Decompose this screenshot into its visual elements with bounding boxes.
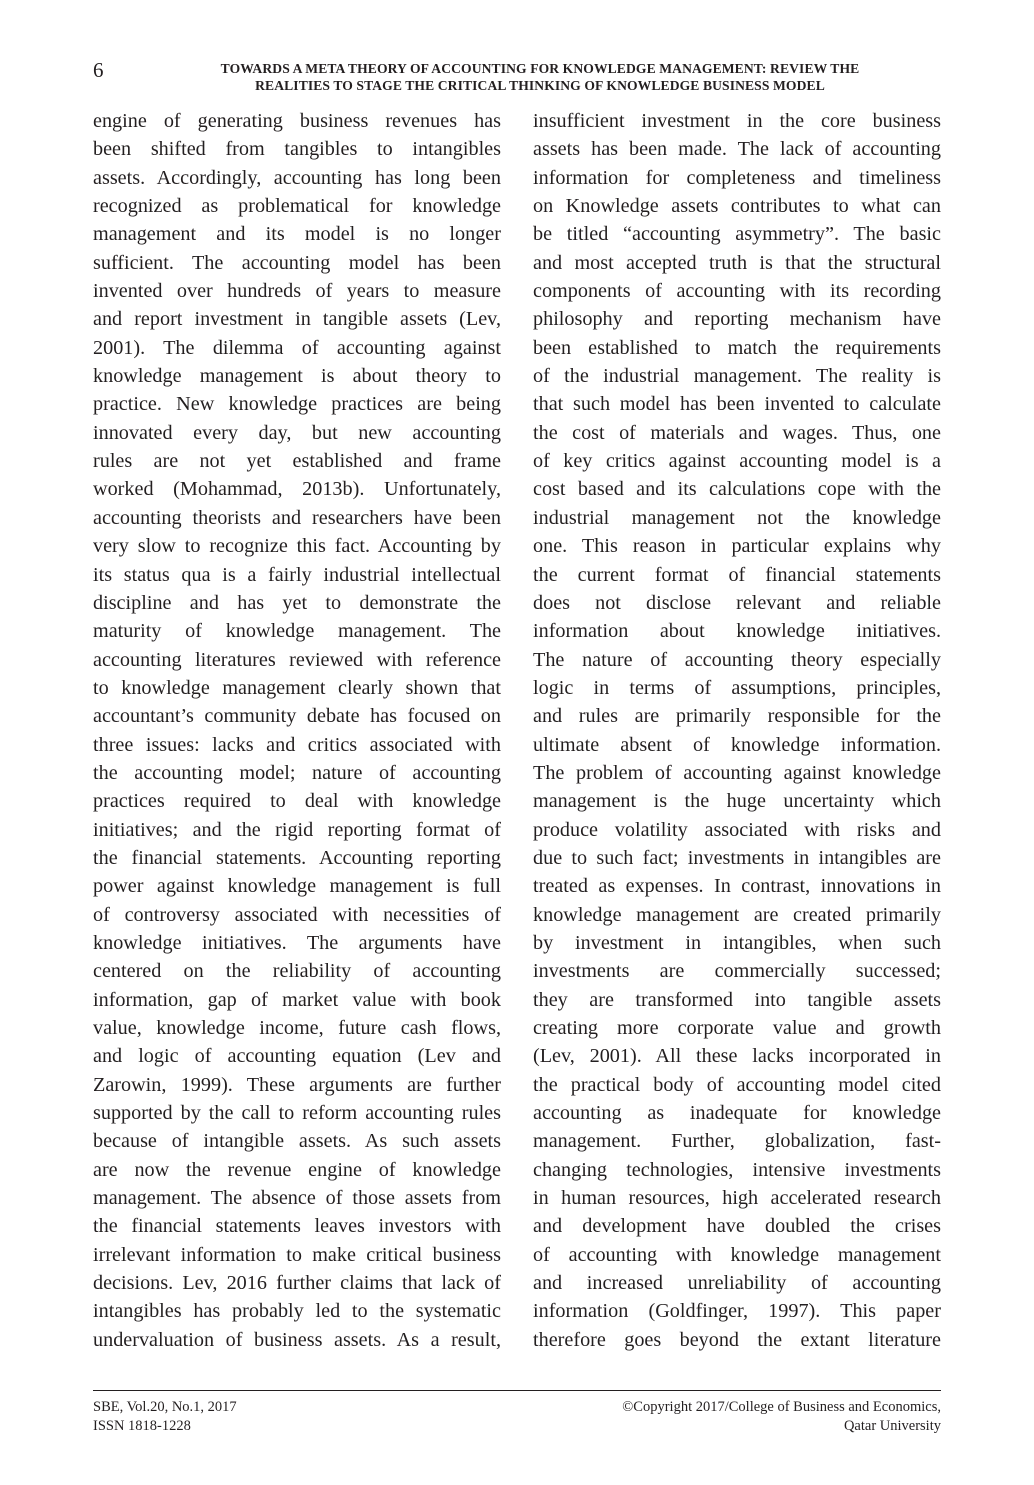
text-line: The problem of accounting against knowledge xyxy=(533,761,941,784)
text-line: irrelevant information to make critical business xyxy=(93,1243,501,1266)
text-line: of key critics against accounting model is a xyxy=(533,450,941,473)
text-line: three issues: lacks and critics associated with xyxy=(93,733,501,756)
text-line: accountant’s community debate has focused on xyxy=(93,705,501,728)
page-number: 6 xyxy=(93,58,104,82)
text-line: accounting as inadequate for knowledge xyxy=(533,1102,941,1125)
running-header-line-2: REALITIES TO STAGE THE CRITICAL THINKING OF KNOWLEDGE BUSINESS MODEL xyxy=(255,78,825,93)
text-line: management is the huge uncertainty which xyxy=(533,790,941,813)
text-line: and development have doubled the crises xyxy=(533,1215,941,1238)
text-line: management. The absence of those assets from xyxy=(93,1187,501,1210)
text-line: creating more corporate value and growth xyxy=(533,1017,941,1039)
text-line: assets has been made. The lack of accounting xyxy=(533,138,941,161)
text-line: does not disclose relevant and reliable xyxy=(533,591,941,614)
text-line: rules are not yet established and frame xyxy=(93,450,501,473)
text-line: undervaluation of business assets. As a result, xyxy=(93,1328,501,1351)
text-line: to knowledge management clearly shown that xyxy=(93,676,501,699)
text-line: the practical body of accounting model cited xyxy=(533,1073,941,1096)
text-line: decisions. Lev, 2016 further claims that lack of xyxy=(93,1272,501,1295)
text-line: engine of generating business revenues has xyxy=(93,110,501,132)
text-line: in human resources, high accelerated research xyxy=(533,1187,941,1210)
text-line: practices required to deal with knowledge xyxy=(93,790,501,813)
text-line: information (Goldfinger, 1997). This paper xyxy=(533,1300,941,1323)
text-line: practice. New knowledge practices are being xyxy=(93,393,501,416)
text-line: by investment in intangibles, when such xyxy=(533,931,941,954)
right-text-column xyxy=(533,107,941,1354)
text-line: cost based and its calculations cope with the xyxy=(533,478,941,501)
text-line: accounting literatures reviewed with reference xyxy=(93,648,501,671)
footer-copyright: ©Copyright 2017/College of Business and Economics, xyxy=(622,1399,941,1415)
text-line: The nature of accounting theory especially xyxy=(533,648,941,671)
left-text-column xyxy=(93,107,501,1354)
text-line: management. Further, globalization, fast- xyxy=(533,1130,941,1153)
text-line: initiatives; and the rigid reporting format of xyxy=(93,818,501,841)
text-line: and logic of accounting equation (Lev and xyxy=(93,1045,501,1068)
text-line: and most accepted truth is that the structural xyxy=(533,251,941,274)
footer-divider xyxy=(93,1390,941,1391)
text-line: are now the revenue engine of knowledge xyxy=(93,1158,501,1181)
text-line: information, gap of market value with book xyxy=(93,988,501,1011)
text-line: centered on the reliability of accounting xyxy=(93,960,501,983)
footer-copyright-info xyxy=(622,1398,941,1436)
text-line: ultimate absent of knowledge information. xyxy=(533,733,941,756)
text-line: investments are commercially successed; xyxy=(533,960,941,983)
text-line: because of intangible assets. As such assets xyxy=(93,1130,501,1153)
text-line: they are transformed into tangible assets xyxy=(533,988,941,1011)
text-line: information for completeness and timeliness xyxy=(533,166,941,189)
text-line: due to such fact; investments in intangibles are xyxy=(533,846,941,869)
text-line: supported by the call to reform accounting rules xyxy=(93,1102,501,1125)
text-line: discipline and has yet to demonstrate the xyxy=(93,591,501,614)
text-line: logic in terms of assumptions, principles, xyxy=(533,676,941,699)
text-line: therefore goes beyond the extant literature xyxy=(533,1328,941,1351)
text-line: and rules are primarily responsible for the xyxy=(533,705,941,728)
text-line: and report investment in tangible assets (Lev, xyxy=(93,308,501,331)
text-line: very slow to recognize this fact. Accounting by xyxy=(93,535,501,558)
text-line: that such model has been invented to calculate xyxy=(533,393,941,416)
text-line: 2001). The dilemma of accounting against xyxy=(93,336,501,359)
running-header xyxy=(150,60,930,94)
text-line: intangibles has probably led to the systematic xyxy=(93,1300,501,1323)
text-line: knowledge management are created primarily xyxy=(533,903,941,926)
text-line: of controversy associated with necessities of xyxy=(93,903,501,926)
text-line: Zarowin, 1999). These arguments are further xyxy=(93,1073,501,1096)
text-line: on Knowledge assets contributes to what can xyxy=(533,195,941,218)
text-line: industrial management not the knowledge xyxy=(533,506,941,529)
footer-journal-info xyxy=(93,1398,237,1436)
footer-journal: SBE, Vol.20, No.1, 2017 xyxy=(93,1399,237,1415)
text-line: value, knowledge income, future cash flows, xyxy=(93,1017,501,1039)
text-line: the current format of financial statements xyxy=(533,563,941,586)
text-line: knowledge management is about theory to xyxy=(93,365,501,388)
text-line: produce volatility associated with risks and xyxy=(533,818,941,841)
text-line: knowledge initiatives. The arguments have xyxy=(93,931,501,954)
running-header-line-1: TOWARDS A META THEORY OF ACCOUNTING FOR KNOWLEDGE MANAGEMENT: REVIEW THE xyxy=(220,61,860,76)
text-line: changing technologies, intensive investments xyxy=(533,1158,941,1181)
text-line: its status qua is a fairly industrial intellectual xyxy=(93,563,501,586)
text-line: invented over hundreds of years to measure xyxy=(93,280,501,303)
text-line: recognized as problematical for knowledge xyxy=(93,195,501,218)
footer-issn: ISSN 1818-1228 xyxy=(93,1418,191,1434)
footer-university: Qatar University xyxy=(843,1418,941,1434)
text-line: insufficient investment in the core business xyxy=(533,110,941,132)
text-line: information about knowledge initiatives. xyxy=(533,620,941,643)
text-line: accounting theorists and researchers have been xyxy=(93,506,501,529)
text-line: the financial statements. Accounting reporting xyxy=(93,846,501,869)
text-line: assets. Accordingly, accounting has long been xyxy=(93,166,501,189)
text-line: the financial statements leaves investors with xyxy=(93,1215,501,1238)
text-line: one. This reason in particular explains why xyxy=(533,535,941,558)
text-line: the cost of materials and wages. Thus, one xyxy=(533,421,941,444)
text-line: be titled “accounting asymmetry”. The basic xyxy=(533,223,941,246)
text-line: been shifted from tangibles to intangibles xyxy=(93,138,501,161)
text-line: maturity of knowledge management. The xyxy=(93,620,501,643)
text-line: philosophy and reporting mechanism have xyxy=(533,308,941,331)
text-line: the accounting model; nature of accounting xyxy=(93,761,501,784)
text-line: power against knowledge management is full xyxy=(93,875,501,898)
text-line: been established to match the requirements xyxy=(533,336,941,359)
text-line: of accounting with knowledge management xyxy=(533,1243,941,1266)
text-line: (Lev, 2001). All these lacks incorporated in xyxy=(533,1045,941,1068)
text-line: sufficient. The accounting model has been xyxy=(93,251,501,274)
text-line: worked (Mohammad, 2013b). Unfortunately, xyxy=(93,478,501,501)
text-line: treated as expenses. In contrast, innovations in xyxy=(533,875,941,898)
text-line: components of accounting with its recording xyxy=(533,280,941,303)
text-line: and increased unreliability of accounting xyxy=(533,1272,941,1295)
text-line: innovated every day, but new accounting xyxy=(93,421,501,444)
text-line: of the industrial management. The reality is xyxy=(533,365,941,388)
text-line: management and its model is no longer xyxy=(93,223,501,246)
